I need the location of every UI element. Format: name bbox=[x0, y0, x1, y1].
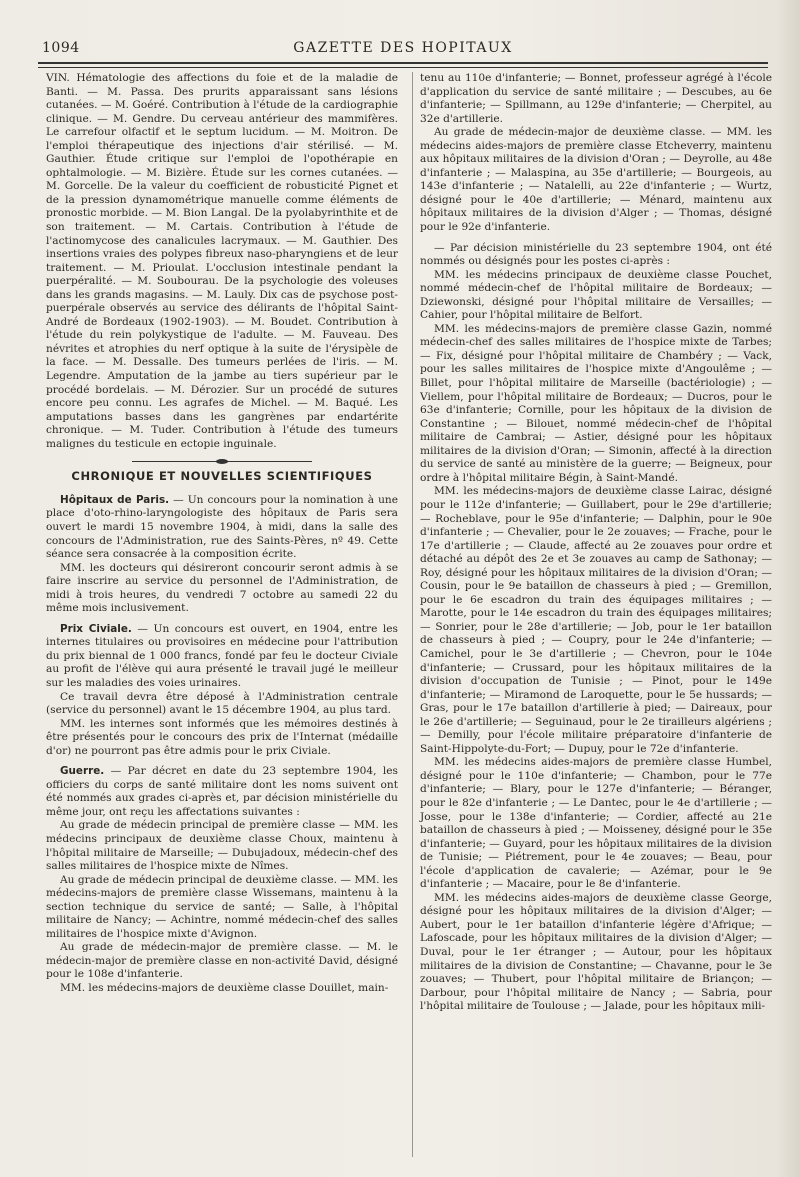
guerre-label: Guerre. bbox=[60, 765, 105, 778]
prix-civiale-label: Prix Civiale. bbox=[60, 622, 132, 635]
right-column bbox=[420, 72, 772, 1014]
hopitaux-paris-paragraph bbox=[46, 494, 398, 562]
hopitaux-paris-text: — Un concours pour la nomination à une place d'oto-rhino-laryngologiste des hôpitaux de Paris sera ouvert le mardi 15 novembre 1904, à midi, dans la salle des concours de l'Administration, rue des Saints-Pères, nº 49. Cette séance sera consacrée à la composition écrite. bbox=[46, 493, 398, 561]
hopitaux-paris-label: Hôpitaux de Paris. bbox=[60, 493, 170, 506]
majors-2e-paragraph: MM. les médecins-majors de deuxième classe Lairac, désigné pour le 112e d'infanterie; — Guillabert, pour le 29e d'artillerie; — Rocheblave, pour le 95e d'infanterie; — Dalphin, pour le 90e d'infanterie ; — Chevalier, pour le 2e zouaves; — Frache, pour le 17e d'artillerie ; — Claude, affecté au 2e zouaves pour ordre et détaché au dépôt des 2e et 3e zouaves au camp de Sathonay; — Roy, désigné pour les hôpitaux militaires de la division d'Oran; — Cousin, pour le 9e bataillon de chasseurs à pied ; — Gremillon, pour le 6e escadron du train des équipages militaires ; — Marotte, pour le 14e escadron du train des équipages militaires; — Sonrier, pour le 28e d'artillerie; — Job, pour le 1er bataillon de chasseurs à pied ; — Coupry, pour le 24e d'infanterie; — Camichel, pour le 3e d'artillerie ; — Chevron, pour le 104e d'infanterie; — Crussard, pour les hôpitaux militaires de la division d'occupation de Tunisie ; — Pinot, pour le 149e d'infanterie; — Miramond de Laroquette, pour le 5e hussards; — Gras, pour le 17e bataillon d'artillerie à pied; — Daireaux, pour le 26e d'artillerie; — Seguinaud, pour le 2e tirailleurs algériens ; — Demilly, pour l'école militaire préparatoire d'infanterie de Saint-Hippolyte-du-Fort; — Dupuy, pour le 72e d'infanterie. bbox=[420, 485, 772, 755]
decision-paragraph: — Par décision ministérielle du 23 septembre 1904, ont été nommés ou désignés pour les postes ci-après : bbox=[420, 241, 772, 268]
aides-majors-2e-paragraph: MM. les médecins aides-majors de deuxième classe George, désigné pour les hôpitaux militaires de la division d'Alger; — Aubert, pour le 1er bataillon d'infanterie légère d'Afrique; — Lafoscade, pour les hôpitaux militaires de la division d'Alger; — Duval, pour le 1er étranger ; — Autour, pour les hôpitaux militaires de la division de Constantine; — Chavanne, pour le 3e zouaves; — Thubert, pour l'hôpital militaire de Briançon; — Darbour, pour l'hôpital militaire de Nancy ; — Sabria, pour l'hôpital militaire de Toulouse ; — Jalade, pour les hôpitaux mili- bbox=[420, 891, 772, 1013]
section-title: CHRONIQUE ET NOUVELLES SCIENTIFIQUES bbox=[71, 469, 373, 484]
prix-civiale-deadline: Ce travail devra être déposé à l'Administration centrale (service du personnel) avant le 15 décembre 1904, au plus tard. bbox=[46, 690, 398, 717]
prix-civiale-text: — Un concours est ouvert, en 1904, entre les internes titulaires ou provisoires en médecine pour l'attribution du prix biennal de 1 000 francs, fondé par feu le docteur Civiale au profit de l'élève qui aura présenté le travail jugé le meilleur sur les maladies des voies urinaires. bbox=[46, 622, 398, 689]
section-separator bbox=[132, 461, 312, 462]
guerre-majors-2e-classe: MM. les médecins-majors de deuxième classe Douillet, main- bbox=[60, 982, 389, 994]
guerre-text: — Par décret en date du 23 septembre 1904, les officiers du corps de santé militaire dont les noms suivent ont été nommés aux grades ci-après et, par décision ministérielle du même jour, ont reçu les affectations suivantes : bbox=[46, 765, 398, 818]
continued-paragraph: tenu au 110e d'infanterie; — Bonnet, professeur agrégé à l'école d'application du service de santé militaire ; — Descubes, au 6e d'infanterie; — Spillmann, au 129e d'infanterie; — Cherpitel, au 32e d'artillerie. bbox=[420, 72, 772, 125]
prix-civiale-note: MM. les internes sont informés que les mémoires destinés à être présentés pour le concours des prix de l'Internat (médaille d'or) ne pourront pas être admis pour le prix Civiale. bbox=[46, 717, 398, 757]
guerre-grade-principal-2: Au grade de médecin principal de deuxième classe. — MM. les médecins-majors de première classe Wissemans, maintenu à la section technique du service de santé; — Salle, à l'hôpital militaire de Nancy; — Achintre, nommé médecin-chef des salles militaires de l'hospice mixte d'Avignon. bbox=[46, 873, 398, 940]
guerre-grade-principal-1: Au grade de médecin principal de première classe — MM. les médecins principaux de deuxième classe Choux, maintenu à l'hôpital militaire de Marseille; — Dubujadoux, médecin-chef des salles militaires de l'hospice mixte de Nîmes. bbox=[46, 819, 398, 873]
grade-major-2e-paragraph: Au grade de médecin-major de deuxième classe. — MM. les médecins aides-majors de première classe Etcheverry, maintenu aux hôpitaux militaires de la division d'Oran ; — Deyrolle, au 48e d'infanterie ; — Malaspina, au 35e d'artillerie; — Bourgeois, au 143e d'infanterie ; — Natalelli, au 22e d'infanterie ; — Wurtz, désigné pour le 40e d'artillerie; — Ménard, maintenu aux hôpitaux militaires de la division d'Alger ; — Thomas, désigné pour le 92e d'infanterie. bbox=[420, 126, 772, 234]
running-title: GAZETTE DES HOPITAUX bbox=[293, 40, 513, 56]
column-divider bbox=[412, 72, 413, 1157]
header-rule-thick bbox=[38, 62, 768, 64]
header-rule-thin bbox=[38, 67, 768, 68]
thesis-list-paragraph: VIN. Hématologie des affections du foie et de la maladie de Banti. — M. Passa. Des prurits apparaissant sans lésions cutanées. — M. Goéré. Contribution à l'étude de la cardiographie clinique. — M. Gendre. Du cerveau antérieur des mammifères. Le carrefour olfactif et le septum lucidum. — M. Moitron. De l'emploi thérapeutique des injections d'air stérilisé. — M. Gauthier. Étude critique sur l'emploi de l'opothérapie en ophtalmologie. — M. Bizière. Étude sur les cornes cutanées. — M. Gorcelle. De la valeur du coefficient de robusticité Pignet et de la pression dynamométrique manuelle comme éléments de pronostic morbide. — M. Bion Langal. De la pyolabyrinthite et de son traitement. — M. Cartais. Contribution à l'étude de l'actinomycose des canalicules lacrymaux. — M. Gauthier. Des insertions vraies des polypes fibreux naso-pharyngiens et de leur traitement. — M. Prioulat. L'occlusion intestinale pendant la puerpéralité. — M. Soubourau. De la psychologie des voleuses dans les grands magasins. — M. Lauly. Dix cas de psychose post-puerpérale observés au service des délirants de l'hôpital Saint-André de Bordeaux (1902-1903). — M. Boudet. Contribution à l'étude du rein polykystique de l'adulte. — M. Fauveau. Des névrites et atrophies du nerf optique à la suite de l'érysipèle de la face. — M. Dessalle. Des tumeurs perlées de l'iris. — M. Legendre. Amputation de la jambe au tiers supérieur par le procédé bordelais. — M. Dérozier. Sur un procédé de sutures encore peu connu. Les agrafes de Michel. — M. Baqué. Les amputations basses dans les gangrènes par endartérite chronique. — M. Tuder. Contribution à l'étude des tumeurs malignes du testicule en ectopie inguinale. bbox=[46, 72, 398, 450]
left-column bbox=[46, 72, 398, 996]
page-number: 1094 bbox=[42, 40, 80, 56]
aides-majors-1re-paragraph: MM. les médecins aides-majors de première classe Humbel, désigné pour le 110e d'infanterie; — Chambon, pour le 77e d'infanterie; — Blary, pour le 127e d'infanterie; — Béranger, pour le 82e d'infanterie ; — Le Dantec, pour le 4e d'artillerie ; — Josse, pour le 138e d'infanterie; — Cordier, affecté au 21e bataillon de chasseurs à pied ; — Moisseney, désigné pour le 35e d'infanterie; — Guyard, pour les hôpitaux militaires de la division de Tunisie; — Piétrement, pour le 4e zouaves; — Beau, pour l'école d'application de cavalerie; — Azémar, pour le 9e d'infanterie ; — Macaire, pour le 8e d'infanterie. bbox=[420, 756, 772, 891]
hopitaux-paris-inscription: MM. les docteurs qui désireront concourir seront admis à se faire inscrire au service du personnel de l'Administration, de midi à trois heures, du vendredi 7 octobre au samedi 22 du même mois inclusivement. bbox=[46, 561, 398, 615]
guerre-paragraph bbox=[46, 765, 398, 819]
prix-civiale-paragraph bbox=[46, 623, 398, 691]
majors-1re-paragraph: MM. les médecins-majors de première classe Gazin, nommé médecin-chef des salles militaires de l'hospice mixte de Tarbes; — Fix, désigné pour l'hôpital militaire de Chambéry ; — Vack, pour les salles militaires de l'hospice mixte d'Angoulême ; — Billet, pour l'hôpital militaire de Marseille (bactériologie) ; — Viellem, pour l'hôpital militaire de Bordeaux; — Ducros, pour le 63e d'infanterie; Cornille, pour les hôpitaux de la division de Constantine ; — Bilouet, nommé médecin-chef de l'hôpital militaire de Cambrai; — Astier, désigné pour les hôpitaux militaires de la division d'Oran; — Simonin, affecté à la direction du service de santé au ministère de la guerre; — Beigneux, pour ordre à l'hôpital militaire Bégin, à Saint-Mandé. bbox=[420, 322, 772, 484]
guerre-grade-major-1: Au grade de médecin-major de première classe. — M. le médecin-major de première classe en non-activité David, désigné pour le 108e d'infanterie. bbox=[46, 941, 398, 981]
principaux-paragraph: MM. les médecins principaux de deuxième classe Pouchet, nommé médecin-chef de l'hôpital militaire de Bordeaux; — Dziewonski, désigné pour l'hôpital militaire de Versailles; — Cahier, pour l'hôpital militaire de Belfort. bbox=[420, 268, 772, 322]
page-header bbox=[38, 36, 768, 62]
